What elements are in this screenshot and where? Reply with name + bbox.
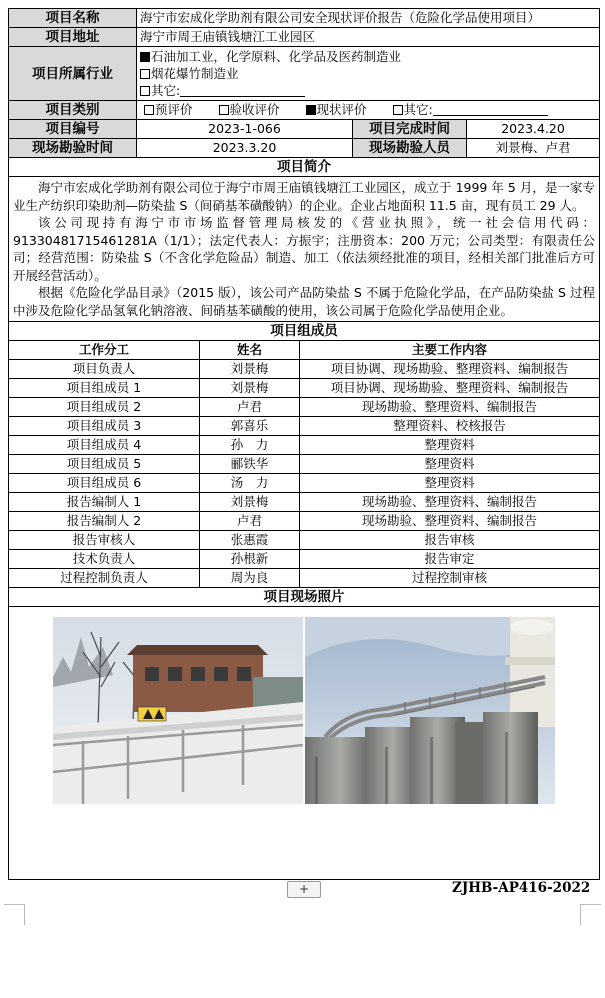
completion-value: 2023.4.20 bbox=[467, 120, 600, 139]
team-rows bbox=[9, 360, 600, 588]
team-col-name: 姓名 bbox=[200, 341, 300, 360]
checkbox-icon bbox=[219, 105, 229, 115]
team-work: 过程控制审核 bbox=[300, 569, 600, 588]
intro-title: 项目简介 bbox=[9, 158, 600, 177]
team-role: 报告编制人 1 bbox=[9, 493, 200, 512]
team-name: 周为良 bbox=[200, 569, 300, 588]
team-work: 整理资料、校核报告 bbox=[300, 417, 600, 436]
site-photo-2-image bbox=[305, 617, 555, 804]
team-name: 卢君 bbox=[200, 512, 300, 531]
team-role: 项目组成员 4 bbox=[9, 436, 200, 455]
team-role: 项目组成员 5 bbox=[9, 455, 200, 474]
number-label: 项目编号 bbox=[9, 120, 137, 139]
underline-blank bbox=[180, 83, 305, 97]
intro-body bbox=[9, 177, 600, 322]
intro-paragraph-1: 海宁市宏成化学助剂有限公司位于海宁市周王庙镇钱塘江工业园区，成立于 1999 年 5 月，是一家专业生产纺织印染助剂—防染盐 S（间硝基苯磺酸钠）的企业。企业占地面积 11.5 亩，现有员工 29 人。 bbox=[13, 180, 596, 213]
category-option-other[interactable]: 其它: bbox=[393, 102, 548, 117]
checkbox-icon bbox=[393, 105, 403, 115]
industry-option-3[interactable]: 其它: bbox=[140, 82, 596, 99]
photos-cell bbox=[9, 607, 600, 880]
industry-option-2[interactable]: 烟花爆竹制造业 bbox=[140, 65, 596, 82]
team-work: 现场勘验、整理资料、编制报告 bbox=[300, 493, 600, 512]
site-photo-2 bbox=[305, 617, 555, 804]
team-row bbox=[9, 379, 600, 398]
survey-time-value: 2023.3.20 bbox=[137, 139, 353, 158]
industry-options bbox=[137, 47, 600, 101]
team-row bbox=[9, 474, 600, 493]
checkbox-icon bbox=[140, 86, 150, 96]
team-row bbox=[9, 550, 600, 569]
form-table bbox=[8, 8, 600, 880]
site-photo-1 bbox=[53, 617, 303, 804]
category-option-acceptance[interactable]: 验收评价 bbox=[219, 102, 280, 117]
team-name: 刘景梅 bbox=[200, 493, 300, 512]
survey-time-label: 现场勘验时间 bbox=[9, 139, 137, 158]
address-value: 海宁市周王庙镇钱塘江工业园区 bbox=[137, 28, 600, 47]
page-corner-mark bbox=[580, 904, 601, 925]
team-name: 刘景梅 bbox=[200, 360, 300, 379]
team-work: 报告审核 bbox=[300, 531, 600, 550]
team-name: 刘景梅 bbox=[200, 379, 300, 398]
team-row bbox=[9, 455, 600, 474]
team-work: 现场勘验、整理资料、编制报告 bbox=[300, 512, 600, 531]
intro-paragraph-2: 该公司现持有海宁市市场监督管理局核发的《营业执照》，统一社会信用代码：91330481715461281A（1/1）；法定代表人：方振宇；注册资本：200 万元；公司类型：有限责任公司；经营范围：防染盐 S（不含化学危险品）制造、加工（依法须经批准的项目，经相关部门批准后方可开展经营活动）。 bbox=[13, 215, 596, 283]
report-form bbox=[8, 8, 599, 880]
checkbox-checked-icon bbox=[306, 105, 316, 115]
team-name: 郦铁华 bbox=[200, 455, 300, 474]
industry-label: 项目所属行业 bbox=[9, 47, 137, 101]
team-role: 报告审核人 bbox=[9, 531, 200, 550]
page-corner-mark bbox=[4, 904, 25, 925]
team-work: 整理资料 bbox=[300, 436, 600, 455]
surveyors-value: 刘景梅、卢君 bbox=[467, 139, 600, 158]
team-name: 卢君 bbox=[200, 398, 300, 417]
surveyors-label: 现场勘验人员 bbox=[353, 139, 467, 158]
team-role: 项目组成员 6 bbox=[9, 474, 200, 493]
team-name: 孙 力 bbox=[200, 436, 300, 455]
checkbox-checked-icon bbox=[140, 52, 150, 62]
team-row bbox=[9, 512, 600, 531]
project-name-label: 项目名称 bbox=[9, 9, 137, 28]
number-value: 2023-1-066 bbox=[137, 120, 353, 139]
team-work: 报告审定 bbox=[300, 550, 600, 569]
checkbox-icon bbox=[144, 105, 154, 115]
intro-paragraph-3: 根据《危险化学品目录》（2015 版），该公司产品防染盐 S 不属于危险化学品，在产品防染盐 S 过程中涉及危险化学品氢氧化钠溶液、间硝基苯磺酸的使用，该公司属于危险化学品使用企业。 bbox=[13, 285, 596, 318]
document-code: ZJHB-AP416-2022 bbox=[452, 880, 591, 896]
category-label: 项目类别 bbox=[9, 101, 137, 120]
team-row bbox=[9, 569, 600, 588]
photos-title: 项目现场照片 bbox=[9, 588, 600, 607]
team-name: 郭喜乐 bbox=[200, 417, 300, 436]
team-role: 项目负责人 bbox=[9, 360, 200, 379]
category-option-pre[interactable]: 预评价 bbox=[144, 102, 193, 117]
team-work: 整理资料 bbox=[300, 455, 600, 474]
team-row bbox=[9, 436, 600, 455]
team-role: 项目组成员 1 bbox=[9, 379, 200, 398]
site-photo-1-image bbox=[53, 617, 303, 804]
team-col-work: 主要工作内容 bbox=[300, 341, 600, 360]
checkbox-icon bbox=[140, 69, 150, 79]
team-name: 孙根新 bbox=[200, 550, 300, 569]
team-work: 项目协调、现场勘验、整理资料、编制报告 bbox=[300, 379, 600, 398]
team-work: 项目协调、现场勘验、整理资料、编制报告 bbox=[300, 360, 600, 379]
team-role: 项目组成员 2 bbox=[9, 398, 200, 417]
project-name-value: 海宁市宏成化学助剂有限公司安全现状评价报告（危险化学品使用项目） bbox=[137, 9, 600, 28]
industry-option-1[interactable]: 石油加工业，化学原料、化学品及医药制造业 bbox=[140, 48, 596, 65]
underline-blank bbox=[433, 102, 548, 116]
team-row bbox=[9, 531, 600, 550]
team-row bbox=[9, 360, 600, 379]
team-row bbox=[9, 417, 600, 436]
team-row bbox=[9, 493, 600, 512]
team-name: 汤 力 bbox=[200, 474, 300, 493]
team-role: 过程控制负责人 bbox=[9, 569, 200, 588]
team-title: 项目组成员 bbox=[9, 322, 600, 341]
team-role: 报告编制人 2 bbox=[9, 512, 200, 531]
add-page-button[interactable]: + bbox=[287, 881, 321, 898]
team-work: 整理资料 bbox=[300, 474, 600, 493]
team-role: 项目组成员 3 bbox=[9, 417, 200, 436]
address-label: 项目地址 bbox=[9, 28, 137, 47]
team-role: 技术负责人 bbox=[9, 550, 200, 569]
team-work: 现场勘验、整理资料、编制报告 bbox=[300, 398, 600, 417]
completion-label: 项目完成时间 bbox=[353, 120, 467, 139]
team-name: 张惠霞 bbox=[200, 531, 300, 550]
team-col-role: 工作分工 bbox=[9, 341, 200, 360]
category-option-current[interactable]: 现状评价 bbox=[306, 102, 367, 117]
team-row bbox=[9, 398, 600, 417]
category-options bbox=[137, 101, 600, 120]
